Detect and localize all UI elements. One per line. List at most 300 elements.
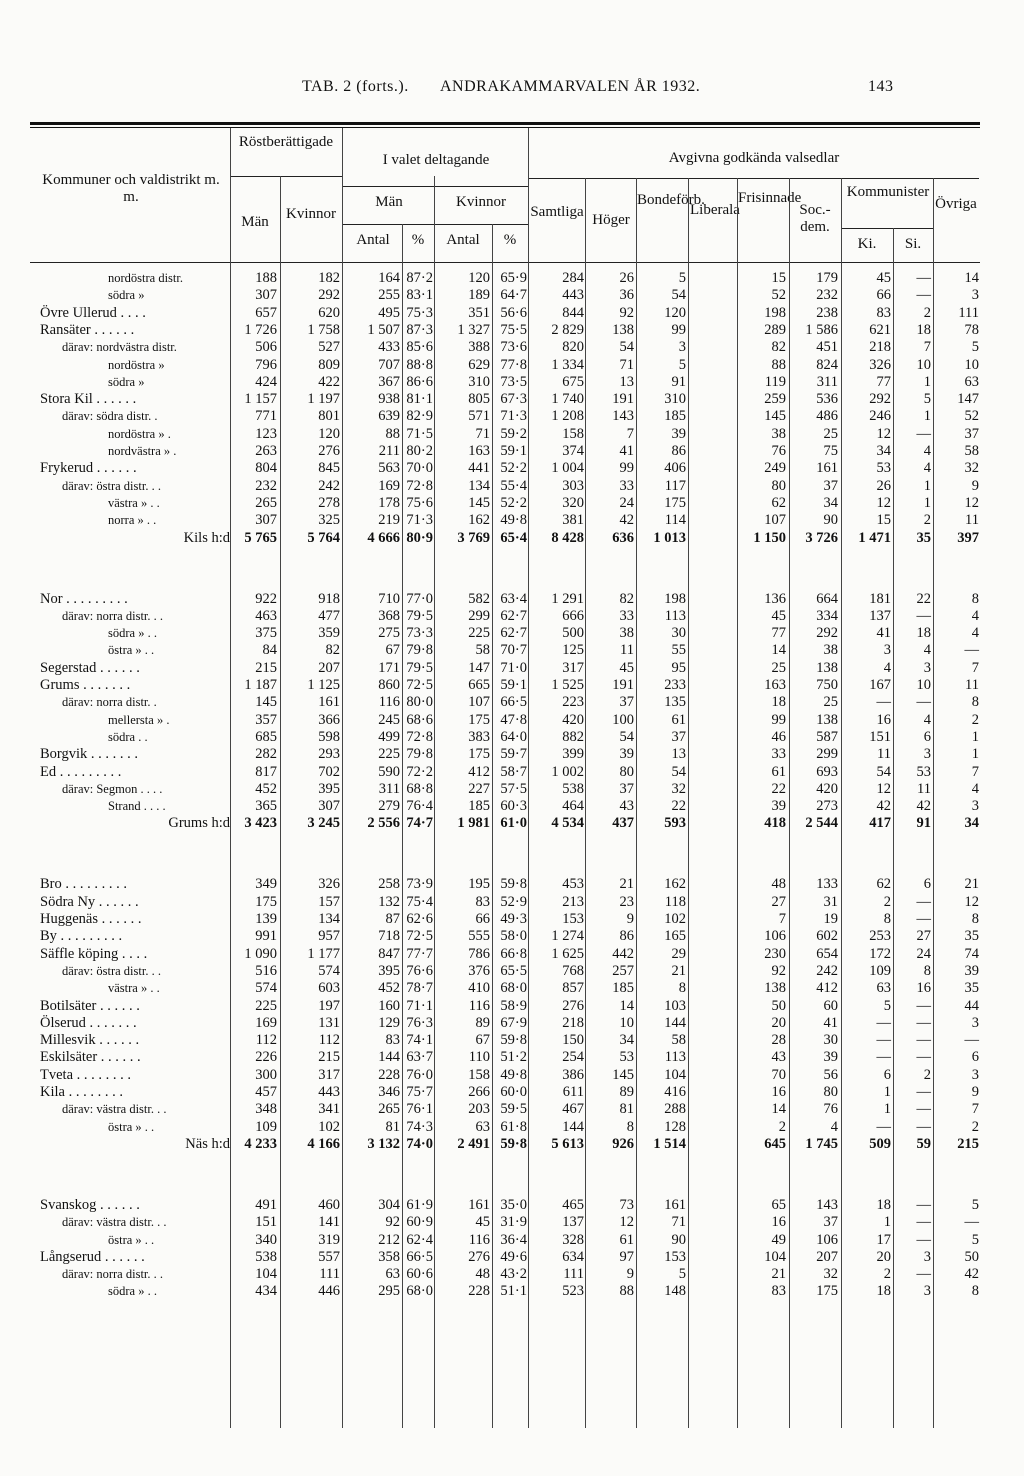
cell: 665 [468,677,490,693]
table-row [0,357,1024,374]
cell: 1 013 [653,529,686,546]
cell: 71 [619,356,634,373]
cell: 198 [664,590,686,607]
cell: — [916,607,931,624]
total-row [0,530,1024,547]
cell: 37 [619,694,634,711]
row-name: Millesvik . . . . . . [40,1032,140,1049]
cell: 89 [619,1084,634,1100]
cell: 4 233 [244,1135,277,1152]
cell: 61 [619,1231,634,1248]
cell: 104 [764,1248,786,1265]
cell: 134 [318,911,340,927]
cell: 8 [971,1283,979,1300]
cell: 39 [771,798,786,815]
cell: 5 [971,1231,979,1248]
cell: 59·8 [500,876,527,893]
cell: 710 [378,590,400,607]
cell: 54 [619,728,634,745]
cell: 2 [883,893,891,910]
row-name: Kila . . . . . . . . [40,1084,123,1100]
cell: 292 [869,391,891,408]
table-row [0,746,1024,763]
cell: 66·8 [500,945,527,962]
cell: 32 [964,460,979,477]
row-name: norra » . . [108,513,157,528]
cell: 359 [318,625,340,642]
cell: 55·4 [500,477,527,494]
cell: 453 [562,876,584,893]
cell: 144 [664,1014,686,1031]
cell: 62·6 [406,911,433,927]
header-liberala: Liberala [690,202,740,218]
cell: 57·5 [500,780,527,797]
table-row [0,495,1024,512]
cell: 73 [619,1196,634,1213]
cell: 326 [869,356,891,373]
cell: 83 [771,1283,786,1300]
row-name: By . . . . . . . . . [40,928,123,945]
cell: 5 [883,997,891,1014]
cell: 2 544 [805,815,838,832]
cell: 7 [778,911,786,927]
cell: 111 [958,304,979,321]
row-name: därav: nordvästra distr. [62,340,177,355]
cell: 211 [378,443,400,459]
cell: 164 [378,270,400,286]
cell: 107 [468,694,490,711]
cell: 582 [468,590,490,607]
cell: 175 [468,711,490,728]
cell: 4 [971,625,979,642]
cell: 82 [325,642,340,659]
cell: — [916,1196,931,1213]
cell: 150 [562,1032,584,1049]
cell: 3 [923,746,931,763]
cell: 37 [964,425,979,442]
cell: 207 [816,1248,838,1265]
cell: 56·6 [500,304,527,321]
cell: 340 [255,1231,277,1248]
cell: 68·0 [500,980,527,997]
cell: 49 [771,1231,786,1248]
cell: 1 586 [805,321,838,338]
cell: 163 [468,443,490,459]
cell: 26 [619,270,634,286]
cell: 12 [876,780,891,797]
cell: 117 [664,477,686,494]
cell: 310 [468,373,490,390]
cell: 26 [876,477,891,494]
cell: 63·7 [406,1049,433,1066]
header-bottom-rule [30,262,980,263]
cell: 79·5 [406,659,433,676]
cell: 11 [877,746,891,763]
cell: 134 [468,477,490,494]
cell: 9 [971,477,979,494]
cell: 90 [823,512,838,529]
cell: 420 [562,711,584,728]
cell: 88 [385,425,400,442]
cell: 76·0 [406,1066,433,1083]
table-row [0,391,1024,408]
cell: 80 [771,477,786,494]
cell: 138 [612,321,634,338]
cell: 22 [916,590,931,607]
cell: 8 [971,911,979,927]
cell: 21 [671,962,686,979]
cell: 29 [671,945,686,962]
header-pct2: % [503,232,517,248]
cell: — [876,1049,891,1066]
cell: 1 150 [753,529,786,546]
cell: 3 [923,659,931,676]
cell: 160 [378,997,400,1014]
cell: 5 [971,1196,979,1213]
table-row [0,1283,1024,1300]
cell: 83 [876,304,891,321]
cell: 137 [562,1214,584,1231]
cell: 12 [964,893,979,910]
cell: 796 [255,356,277,373]
cell: 48 [771,876,786,893]
row-name: östra » . . [108,643,155,658]
cell: 417 [869,815,891,832]
cell: 60·3 [500,798,527,815]
cell: 86 [619,928,634,945]
cell: 111 [319,1266,340,1283]
row-name: Botilsäter . . . . . . [40,997,140,1014]
cell: 161 [816,460,838,477]
cell: 76·6 [406,962,433,979]
cell: 61·8 [500,1118,527,1135]
cell: 188 [255,270,277,286]
cell: 463 [255,607,277,624]
cell: 14 [619,997,634,1014]
cell: 20 [876,1248,891,1265]
cell: 71 [475,425,490,442]
cell: 263 [255,443,277,459]
cell: 437 [612,815,634,832]
cell: 41 [619,443,634,459]
cell: 845 [318,460,340,477]
cell: 12 [876,425,891,442]
cell: 179 [816,270,838,286]
cell: 611 [562,1084,584,1100]
cell: 74·7 [406,815,433,832]
cell: 1 327 [457,321,490,338]
cell: 74·1 [406,1032,433,1049]
cell: 634 [562,1248,584,1265]
cell: 81 [385,1118,400,1135]
cell: 7 [923,339,931,356]
cell: 21 [771,1266,786,1283]
cell: 35 [916,529,931,546]
cell: 212 [378,1231,400,1248]
cell: 11 [620,642,634,659]
cell: 92 [619,304,634,321]
cell: 4 [923,642,931,659]
cell: 76 [823,1101,838,1118]
cell: 18 [916,625,931,642]
cell: 43 [771,1049,786,1066]
cell: 76·4 [406,798,433,815]
cell: 95 [671,659,686,676]
cell: 620 [318,304,340,321]
cell: 67·9 [500,1014,527,1031]
cell: 37 [619,780,634,797]
cell: 8 [923,962,931,979]
cell: 71·3 [406,512,433,529]
cell: 73·5 [500,373,527,390]
cell: 465 [562,1196,584,1213]
row-name: därav: Segmon . . . . [62,781,163,796]
cell: 4 [883,659,891,676]
cell: 442 [612,945,634,962]
cell: 258 [378,876,400,893]
cell: 882 [562,728,584,745]
cell: 147 [468,659,490,676]
cell: 167 [869,677,891,693]
cell: 657 [255,304,277,321]
table-row [0,591,1024,608]
cell: 1 004 [551,460,584,477]
cell: 74·0 [406,1135,433,1152]
cell: 311 [378,780,400,797]
cell: 75 [823,443,838,459]
cell: 54 [671,763,686,780]
cell: 125 [562,642,584,659]
cell: 420 [816,780,838,797]
cell: 805 [468,391,490,408]
cell: 75·4 [406,893,433,910]
cell: 27 [916,928,931,945]
row-name: därav: norra distr. . . [62,1267,164,1282]
cell: 693 [816,763,838,780]
cell: 6 [923,728,931,745]
cell: 61 [771,763,786,780]
cell: 157 [318,893,340,910]
cell: 13 [671,746,686,763]
cell: 56 [823,1066,838,1083]
table-row [0,1084,1024,1101]
cell: 60·0 [500,1084,527,1100]
cell: 1 [923,477,931,494]
cell: 33 [619,477,634,494]
cell: 41 [876,625,891,642]
cell: 495 [378,304,400,321]
cell: 538 [255,1248,277,1265]
cell: 131 [318,1014,340,1031]
cell: — [916,1049,931,1066]
cell: 348 [255,1101,277,1118]
cell: — [876,1118,891,1135]
header-frisinnade: Frisinnade [738,190,802,206]
cell: 266 [468,1084,490,1100]
cell: 215 [255,659,277,676]
cell: 58 [964,443,979,459]
cell: 2 [971,711,979,728]
cell: 195 [468,876,490,893]
row-name: därav: västra distr. . . [62,1215,167,1230]
cell: 109 [255,1118,277,1135]
cell: 81 [619,1101,634,1118]
table-row [0,876,1024,893]
cell: 4 [923,711,931,728]
row-name: Ed . . . . . . . . . [40,763,122,780]
cell: 926 [612,1135,634,1152]
cell: 213 [562,893,584,910]
cell: 225 [468,625,490,642]
row-name: södra » . . [108,626,157,641]
column-headers [0,128,1024,266]
cell: 79·8 [406,746,433,763]
cell: 16 [771,1084,786,1100]
cell: 42 [876,798,891,815]
cell: 74·3 [406,1118,433,1135]
cell: 506 [255,339,277,356]
cell: 62·7 [500,607,527,624]
cell: 16 [876,711,891,728]
cell: 132 [378,893,400,910]
cell: 59·2 [500,425,527,442]
cell: 67 [385,642,400,659]
cell: 88 [619,1283,634,1300]
cell: 860 [378,677,400,693]
cell: 307 [318,798,340,815]
cell: 1 981 [457,815,490,832]
cell: 45 [619,659,634,676]
cell: 464 [562,798,584,815]
cell: 25 [771,659,786,676]
cell: 245 [378,711,400,728]
cell: 477 [318,607,340,624]
table-row [0,426,1024,443]
cell: 8 [971,694,979,711]
cell: 65 [771,1196,786,1213]
row-name: Svanskog . . . . . . [40,1196,140,1213]
cell: 3 [923,1248,931,1265]
cell: 8 [626,1118,634,1135]
cell: 10 [619,1014,634,1031]
cell: 136 [764,590,786,607]
cell: 59·1 [500,443,527,459]
cell: 232 [816,287,838,304]
cell: 54 [671,287,686,304]
cell: 153 [562,911,584,927]
table-number: TAB. 2 (forts.). [302,78,409,95]
cell: 9 [626,911,634,927]
cell: 8 [971,590,979,607]
cell: 325 [318,512,340,529]
cell: 433 [378,339,400,356]
table-row [0,1249,1024,1266]
cell: 4 [923,460,931,477]
cell: 51·2 [500,1049,527,1066]
cell: 491 [255,1196,277,1213]
cell: 84 [262,642,277,659]
cell: 139 [255,911,277,927]
table-row [0,946,1024,963]
row-name: södra » [108,374,145,389]
cell: 90 [671,1231,686,1248]
cell: 102 [318,1118,340,1135]
cell: 499 [378,728,400,745]
cell: 151 [255,1214,277,1231]
cell: 77·0 [406,590,433,607]
cell: 4 [971,780,979,797]
cell: 52 [771,287,786,304]
cell: 92 [385,1214,400,1231]
cell: 82·9 [406,408,433,425]
cell: 54 [619,339,634,356]
cell: 61·0 [500,815,527,832]
row-name: Övre Ullerud . . . . [40,304,146,321]
cell: 103 [664,997,686,1014]
cell: 406 [664,460,686,477]
cell: 77 [876,373,891,390]
cell: 161 [318,694,340,711]
cell: 72·8 [406,477,433,494]
cell: 1 [923,494,931,511]
cell: 289 [764,321,786,338]
cell: 120 [664,304,686,321]
cell: 15 [876,512,891,529]
cell: — [916,1118,931,1135]
cell: 443 [318,1084,340,1100]
cell: 145 [764,408,786,425]
cell: 451 [816,339,838,356]
cell: 109 [869,962,891,979]
cell: 53 [619,1049,634,1066]
cell: 138 [816,711,838,728]
cell: 253 [869,928,891,945]
cell: 238 [816,304,838,321]
cell: 83 [385,1032,400,1049]
cell: 232 [255,477,277,494]
cell: 397 [957,529,979,546]
cell: 3 [971,1014,979,1031]
table-row [0,764,1024,781]
row-name: Grums h:d [168,815,230,832]
cell: 191 [612,391,634,408]
row-name: Ransäter . . . . . . [40,321,135,338]
cell: 598 [318,728,340,745]
cell: 10 [964,356,979,373]
cell: 42 [916,798,931,815]
header-rule [343,224,529,225]
cell: 76·1 [406,1101,433,1118]
cell: 59·8 [500,1032,527,1049]
cell: 1 726 [244,321,277,338]
cell: 14 [771,1101,786,1118]
cell: 119 [764,373,786,390]
cell: — [964,1214,979,1231]
cell: 72·5 [406,928,433,945]
cell: 120 [468,270,490,286]
cell: 145 [612,1066,634,1083]
cell: 230 [764,945,786,962]
row-name: Grums . . . . . . . [40,677,131,693]
cell: 11 [965,512,979,529]
cell: 2 556 [367,815,400,832]
cell: 685 [255,728,277,745]
cell: 5 764 [307,529,340,546]
cell: 87 [385,911,400,927]
cell: 3 132 [367,1135,400,1152]
cell: 12 [619,1214,634,1231]
table-row [0,1015,1024,1032]
